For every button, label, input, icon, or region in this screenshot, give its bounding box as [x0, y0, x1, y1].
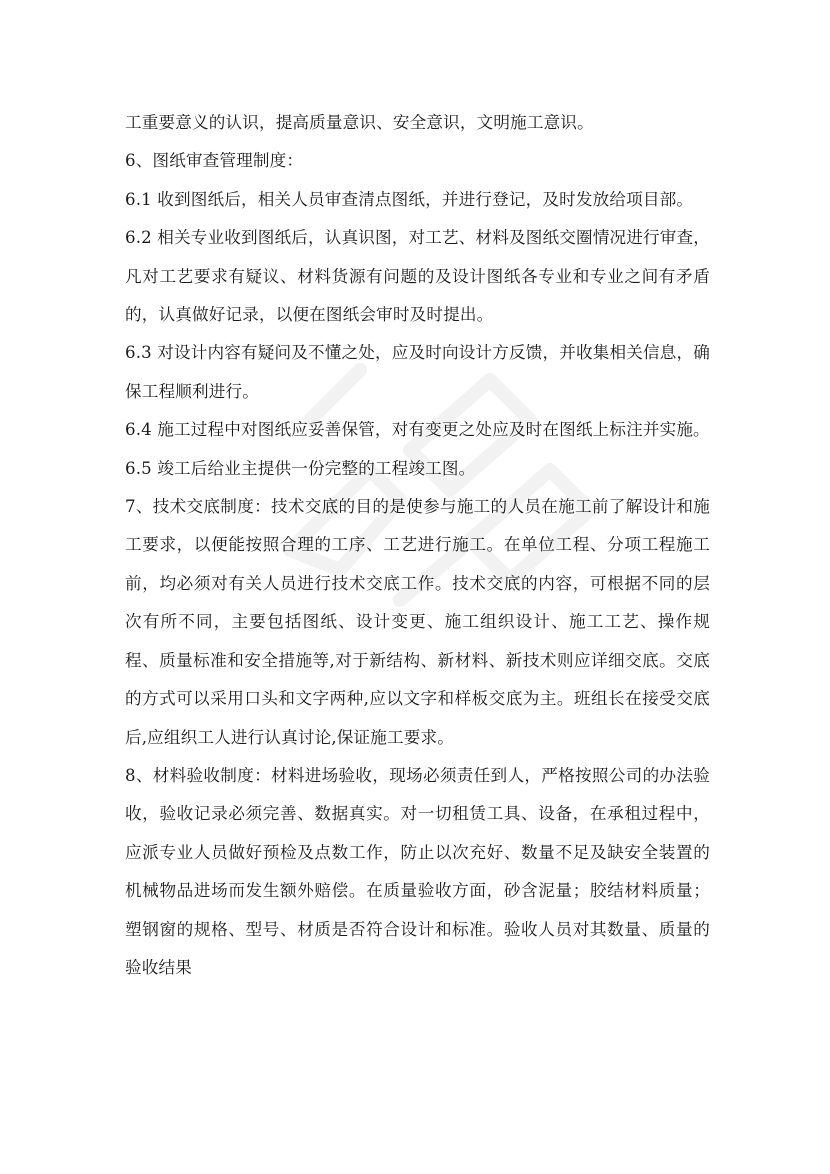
- paragraph-7: 7、技术交底制度：技术交底的目的是使参与施工的人员在施工前了解设计和施工要求，以便能按照合理的工序、工艺进行施工。在单位工程、分项工程施工前，均必须对有关人员进行技术交底工作。技术交底的内容，可根据不同的层次有所不同，主要包括图纸、设计变更、施工组织设计、施工工艺、操作规程、质量标准和安全措施等,对于新结构、新材料、新技术则应详细交底。交底的方式可以采用口头和文字两种,应以文字和样板交底为主。班组长在接受交底后,应组织工人进行认真讨论,保证施工要求。: [125, 497, 710, 747]
- paragraph-6-2: 6.2 相关专业收到图纸后，认真识图，对工艺、材料及图纸交圈情况进行审查，凡对工艺要求有疑议、材料货源有问题的及设计图纸各专业和专业之间有矛盾的，认真做好记录，以便在图纸会审时及时提出。: [125, 228, 710, 325]
- paragraph-1: 工重要意义的认识，提高质量意识、安全意识，文明施工意识。: [125, 113, 594, 132]
- section-heading-6: 6、图纸审查管理制度：: [125, 151, 304, 171]
- paragraph-6-3: 6.3 对设计内容有疑问及不懂之处，应及时向设计方反馈，并收集相关信息，确保工程顺利进行。: [125, 343, 710, 401]
- paragraph-6-5: 6.5 竣工后给业主提供一份完整的工程竣工图。: [125, 458, 476, 478]
- document-body: [125, 104, 710, 987]
- paragraph-6-1: 6.1 收到图纸后，相关人员审查清点图纸，并进行登记，及时发放给项目部。: [125, 189, 694, 209]
- paragraph-6-4: 6.4 施工过程中对图纸应妥善保管，对有变更之处应及时在图纸上标注并实施。: [125, 420, 710, 440]
- paragraph-8: 8、材料验收制度：材料进场验收，现场必须责任到人，严格按照公司的办法验收，验收记录必须完善、数据真实。对一切租赁工具、设备，在承租过程中，应派专业人员做好预检及点数工作，防止以次充好、数量不足及缺安全装置的机械物品进场而发生额外赔偿。在质量验收方面，砂含泥量；胶结材料质量；塑钢窗的规格、型号、材质是否符合设计和标准。验收人员对其数量、质量的验收结果: [125, 765, 710, 977]
